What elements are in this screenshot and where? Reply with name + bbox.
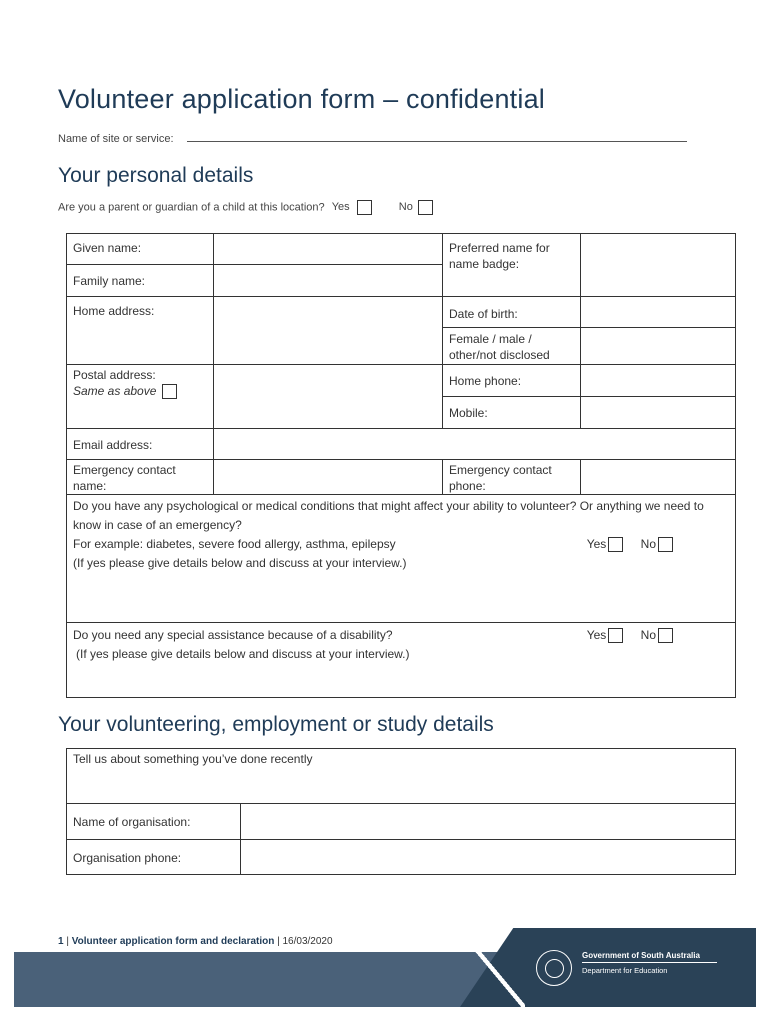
home-phone-label: Home phone: [443, 365, 581, 397]
parent-question-row [58, 200, 433, 215]
disability-note: (If yes please give details below and discuss at your interview.) [76, 647, 410, 661]
mobile-field[interactable] [581, 397, 736, 429]
medical-no-label: No [640, 537, 656, 551]
parent-yes-checkbox[interactable] [357, 200, 372, 215]
mobile-label: Mobile: [443, 397, 581, 429]
medical-example-row [73, 535, 729, 554]
footer-separator-2: | [274, 936, 283, 947]
given-name-field[interactable] [214, 234, 443, 265]
preferred-name-field[interactable] [581, 234, 736, 297]
given-name-label: Given name: [67, 234, 214, 265]
personal-details-heading: Your personal details [58, 164, 254, 187]
postal-address-field[interactable] [214, 365, 443, 429]
site-label: Name of site or service: [58, 133, 174, 145]
medical-yes-label: Yes [586, 537, 607, 551]
disability-no-checkbox[interactable] [658, 628, 673, 643]
emergency-name-field[interactable] [214, 460, 443, 495]
volunteering-heading: Your volunteering, employment or study details [58, 713, 494, 736]
home-address-field[interactable] [214, 297, 443, 365]
family-name-field[interactable] [214, 265, 443, 297]
disability-yes-label: Yes [586, 628, 607, 642]
medical-note: (If yes please give details below and discuss at your interview.) [73, 556, 407, 570]
department-name: Department for Education [582, 966, 668, 975]
disability-row [73, 626, 729, 645]
disability-no-label: No [640, 628, 656, 642]
same-as-above-label: Same as above [73, 384, 157, 398]
disability-yes-checkbox[interactable] [608, 628, 623, 643]
government-name: Government of South Australia [582, 951, 717, 963]
home-phone-field[interactable] [581, 365, 736, 397]
disability-yes-no [587, 626, 673, 645]
postal-address-label: Postal address: [73, 368, 156, 382]
volunteering-table [66, 748, 736, 875]
email-field[interactable] [214, 429, 736, 460]
disability-question: Do you need any special assistance because of a disability? [73, 628, 393, 642]
page-title: Volunteer application form – confidential [58, 84, 546, 114]
parent-no-checkbox[interactable] [418, 200, 433, 215]
medical-question: Do you have any psychological or medical conditions that might affect your ability to volunteer? Or anything we need to know in case of an emergency? [73, 499, 704, 532]
recent-activity-label: Tell us about something you’ve done recently [73, 752, 313, 766]
footer-separator: | [63, 936, 72, 947]
parent-question-text: Are you a parent or guardian of a child at this location? [58, 201, 325, 214]
medical-example: For example: diabetes, severe food allergy, asthma, epilepsy [73, 537, 396, 551]
footer-doc-title: Volunteer application form and declaration [71, 936, 275, 947]
same-as-above-checkbox[interactable] [162, 384, 177, 399]
org-phone-label: Organisation phone: [67, 840, 241, 875]
recent-activity-cell[interactable] [67, 749, 736, 804]
gender-label: Female / male / other/not disclosed [443, 328, 581, 365]
org-name-label: Name of organisation: [67, 804, 241, 840]
org-name-field[interactable] [241, 804, 736, 840]
parent-yes-label: Yes [331, 201, 350, 214]
org-phone-field[interactable] [241, 840, 736, 875]
footer-slash [455, 924, 525, 1008]
emergency-phone-label: Emergency contact phone: [443, 460, 581, 495]
emergency-phone-field[interactable] [581, 460, 736, 495]
footer-date: 16/03/2020 [282, 936, 333, 947]
postal-address-cell [67, 365, 214, 429]
site-input-line[interactable] [187, 132, 687, 142]
parent-no-label: No [398, 201, 413, 214]
medical-yes-no [587, 535, 673, 554]
disability-cell[interactable] [67, 623, 736, 698]
home-address-label: Home address: [67, 297, 214, 365]
emergency-name-label: Emergency contact name: [67, 460, 214, 495]
dob-field[interactable] [581, 297, 736, 328]
family-name-label: Family name: [67, 265, 214, 297]
preferred-name-label: Preferred name for name badge: [443, 234, 581, 297]
medical-no-checkbox[interactable] [658, 537, 673, 552]
personal-details-table [66, 233, 736, 698]
gender-field[interactable] [581, 328, 736, 365]
footer-text [58, 936, 333, 947]
email-label: Email address: [67, 429, 214, 460]
medical-cell[interactable] [67, 495, 736, 623]
site-service-line [58, 132, 687, 145]
dob-label: Date of birth: [443, 297, 581, 328]
same-as-above-row [73, 383, 207, 399]
government-crest-icon [536, 950, 572, 986]
medical-yes-checkbox[interactable] [608, 537, 623, 552]
page-number: 1 [58, 936, 64, 947]
